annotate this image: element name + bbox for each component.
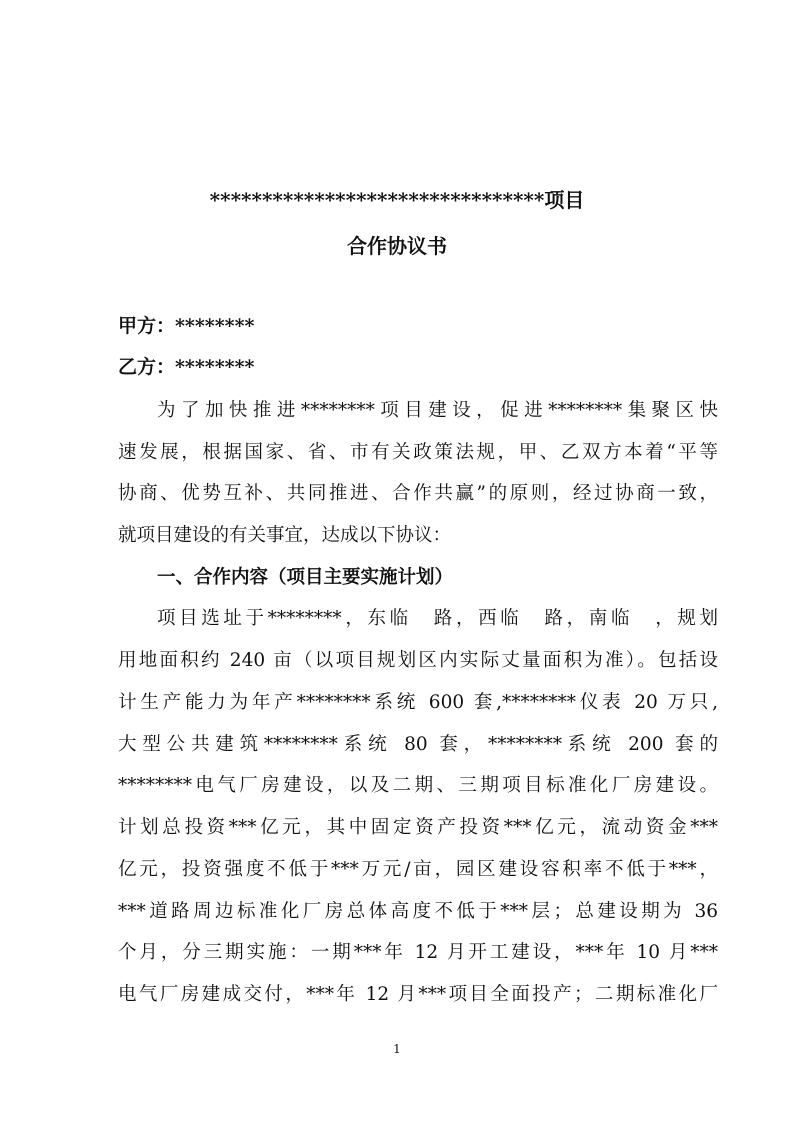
paragraph-line: 项目选址于********，东临 路，西临 路，南临 ，规划 xyxy=(157,608,718,629)
document-title: ********************************项目 xyxy=(209,188,585,212)
paragraph-line: 协商、优势互补、共同推进、合作共赢”的原则，经过协商一致， xyxy=(118,483,718,504)
paragraph-line: 计生产能力为年产********系统 600 套,********仪表 20 万只, xyxy=(118,692,718,713)
page-number: 1 xyxy=(393,1042,401,1056)
paragraph-line: 速发展，根据国家、省、市有关政策法规，甲、乙双方本着“平等 xyxy=(118,442,718,463)
paragraph-line: 用地面积约 240 亩（以项目规划区内实际丈量面积为准）。包括设 xyxy=(118,650,718,671)
paragraph-line: 个月，分三期实施：一期***年 12 月开工建设，***年 10 月*** xyxy=(118,942,718,963)
paragraph-line: ********电气厂房建设，以及二期、三期项目标准化厂房建设。 xyxy=(118,775,718,796)
party-a: 甲方：******** xyxy=(118,315,255,337)
document-subtitle: 合作协议书 xyxy=(347,234,447,258)
paragraph-line: 就项目建设的有关事宜，达成以下协议： xyxy=(118,525,452,546)
section-heading: 一、合作内容（项目主要实施计划） xyxy=(157,567,454,588)
paragraph-line: 为了加快推进********项目建设，促进********集聚区快 xyxy=(157,400,718,421)
paragraph-line: 亿元，投资强度不低于***万元/亩，园区建设容积率不低于***， xyxy=(118,859,718,880)
party-b: 乙方：******** xyxy=(118,356,255,378)
paragraph-line: ***道路周边标准化厂房总体高度不低于***层；总建设期为 36 xyxy=(118,901,718,922)
paragraph-line: 电气厂房建成交付，***年 12 月***项目全面投产；二期标准化厂 xyxy=(118,984,718,1005)
paragraph-line: 大型公共建筑********系统 80 套，********系统 200 套的 xyxy=(118,734,718,755)
paragraph-line: 计划总投资***亿元，其中固定资产投资***亿元，流动资金*** xyxy=(118,817,718,838)
